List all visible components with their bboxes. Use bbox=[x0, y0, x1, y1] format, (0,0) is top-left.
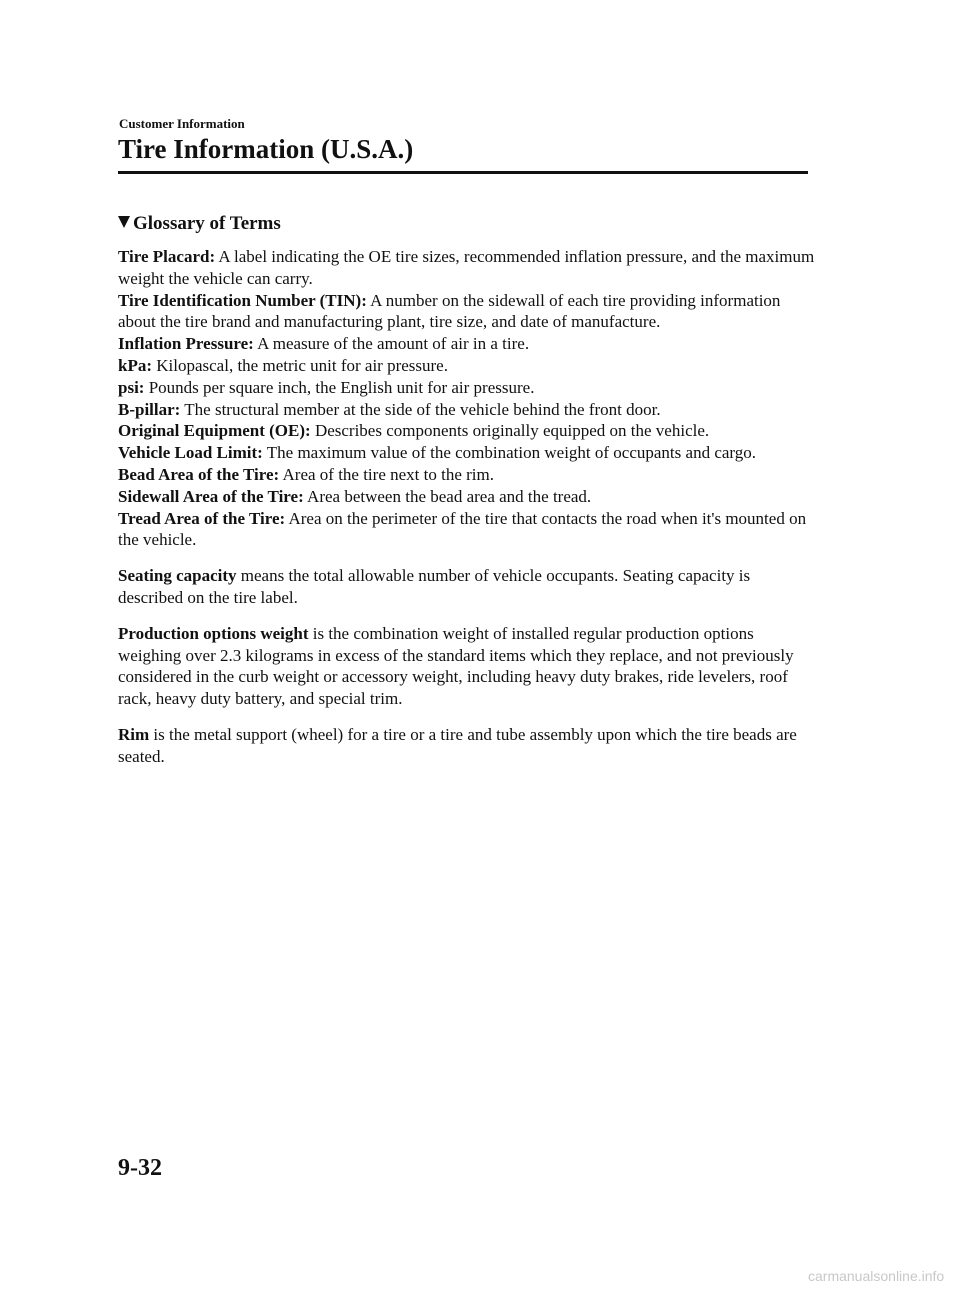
glossary-item bbox=[118, 290, 818, 334]
watermark: carmanualsonline.info bbox=[808, 1268, 945, 1284]
definition-paragraph bbox=[118, 565, 818, 609]
content bbox=[118, 246, 818, 768]
glossary-term: B-pillar: bbox=[118, 399, 181, 419]
glossary-item bbox=[118, 486, 818, 508]
glossary-item bbox=[118, 508, 818, 552]
page-number: 9-32 bbox=[118, 1155, 162, 1181]
glossary-definition: Pounds per square inch, the English unit for air pressure. bbox=[144, 377, 535, 397]
glossary-definition: Kilopascal, the metric unit for air pressure. bbox=[152, 355, 448, 375]
glossary-definition: A label indicating the OE tire sizes, recommended inflation pressure, and the maximum weight the vehicle can carry. bbox=[118, 247, 815, 288]
glossary-item bbox=[118, 246, 818, 290]
glossary-definition: Area of the tire next to the rim. bbox=[279, 464, 494, 484]
definition-text: means the total allowable number of vehicle occupants. Seating capacity is described on the tire label. bbox=[118, 566, 751, 607]
definition-text: is the combination weight of installed regular production options weighing over 2.3 kilograms in excess of the standard items which they replace, and not previously considered in the curb weight or accessory weight, including heavy duty brakes, ride levelers, roof rack, heavy duty battery, and special trim. bbox=[118, 623, 794, 709]
definition-term: Production options weight bbox=[118, 623, 309, 643]
glossary-definition: The maximum value of the combination weight of occupants and cargo. bbox=[262, 443, 757, 463]
glossary-definition: Area between the bead area and the tread. bbox=[303, 486, 592, 506]
glossary-item bbox=[118, 420, 818, 442]
glossary-term: psi: bbox=[118, 377, 145, 397]
glossary-heading bbox=[118, 211, 281, 237]
glossary-definition: A measure of the amount of air in a tire. bbox=[253, 334, 530, 354]
page-title: Tire Information (U.S.A.) bbox=[118, 134, 414, 164]
definition-term: Rim bbox=[118, 724, 150, 744]
glossary-item bbox=[118, 399, 818, 421]
glossary-item bbox=[118, 333, 818, 355]
glossary-item bbox=[118, 442, 818, 464]
glossary-item bbox=[118, 464, 818, 486]
section-label: Customer Information bbox=[119, 116, 245, 131]
definition-text: is the metal support (wheel) for a tire or a tire and tube assembly upon which the tire beads are seated. bbox=[118, 724, 797, 766]
definition-paragraph bbox=[118, 724, 818, 768]
glossary-term: Tire Placard: bbox=[118, 247, 216, 266]
glossary-item bbox=[118, 377, 818, 399]
glossary-definition: Area on the perimeter of the tire that contacts the road when it's mounted on the vehicle. bbox=[118, 508, 807, 550]
glossary-definition: A number on the sidewall of each tire providing information about the tire brand and manufacturing plant, tire size, and date of manufacture. bbox=[118, 290, 781, 332]
glossary-item bbox=[118, 355, 818, 377]
glossary-term: Sidewall Area of the Tire: bbox=[118, 486, 304, 506]
title-rule bbox=[118, 171, 808, 174]
glossary-term: Inflation Pressure: bbox=[118, 334, 254, 354]
glossary-term: Bead Area of the Tire: bbox=[118, 464, 280, 484]
glossary-term: Tire Identification Number (TIN): bbox=[118, 290, 367, 310]
glossary-term: kPa: bbox=[118, 355, 152, 375]
glossary-term: Tread Area of the Tire: bbox=[118, 508, 286, 528]
triangle-down-icon bbox=[118, 216, 130, 228]
glossary-term: Vehicle Load Limit: bbox=[118, 443, 263, 463]
glossary-heading-text: Glossary of Terms bbox=[133, 213, 281, 234]
definition-paragraph bbox=[118, 623, 818, 710]
glossary-definition: The structural member at the side of the vehicle behind the front door. bbox=[180, 399, 661, 419]
definition-term: Seating capacity bbox=[118, 566, 237, 586]
glossary-definition: Describes components originally equipped on the vehicle. bbox=[310, 421, 710, 441]
glossary-term: Original Equipment (OE): bbox=[118, 421, 311, 441]
